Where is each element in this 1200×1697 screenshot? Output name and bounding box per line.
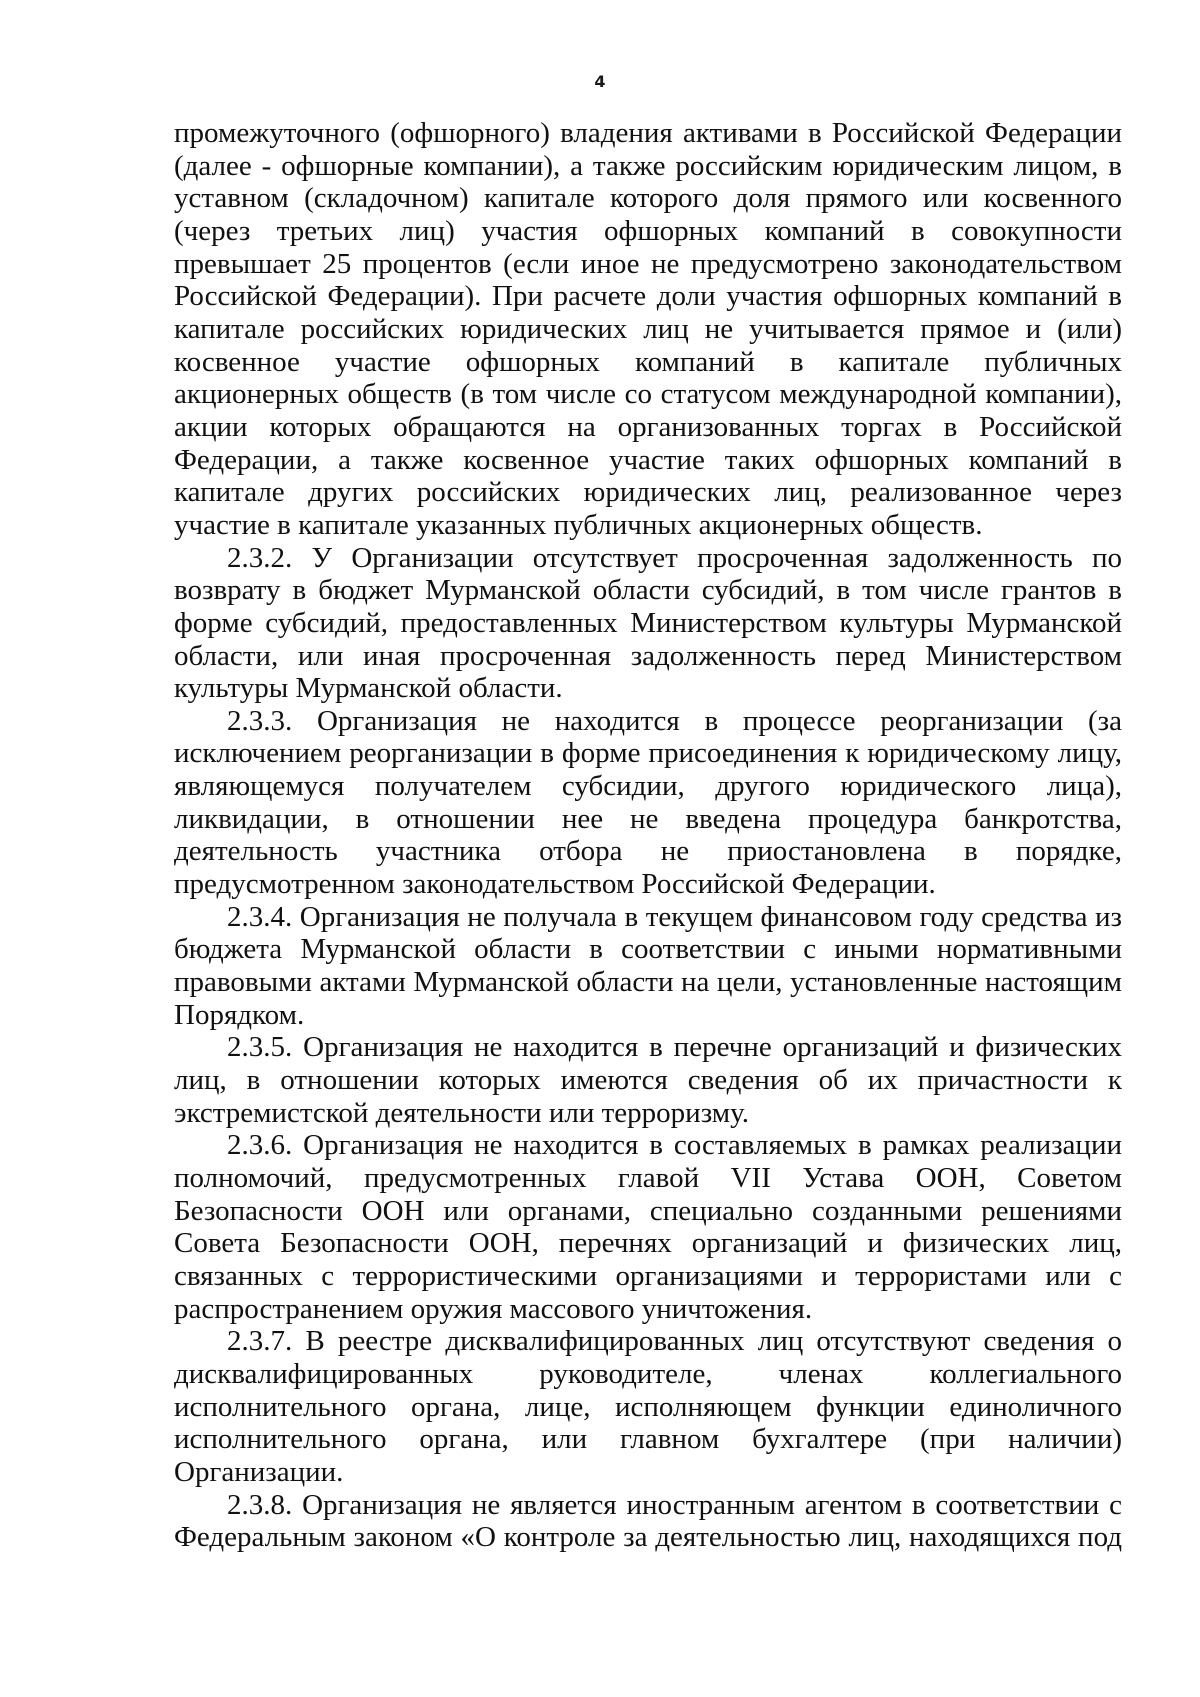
paragraph-2-3-4: 2.3.4. Организация не получала в текущем финансовом году средства из бюджета Мурманской области в соответствии с иными нормативными правовыми актами Мурманской области на цели, установленные настоящим Порядком. xyxy=(174,900,1122,1031)
paragraph-continuation: промежуточного (офшорного) владения активами в Российской Федерации (далее - офшорные компании), а также российским юридическим лицом, в уставном (складочном) капитале которого доля прямого или косвенного (через третьих лиц) участия офшорных компаний в совокупности превышает 25 процентов (если иное не предусмотрено законодательством Российской Федерации). При расчете доли участия офшорных компаний в капитале российских юридических лиц не учитывается прямое и (или) косвенное участие офшорных компаний в капитале публичных акционерных обществ (в том числе со статусом международной компании), акции которых обращаются на организованных торгах в Российской Федерации, а также косвенное участие таких офшорных компаний в капитале других российских юридических лиц, реализованное через участие в капитале указанных публичных акционерных обществ. xyxy=(174,117,1122,541)
paragraph-2-3-5: 2.3.5. Организация не находится в перечне организаций и физических лиц, в отношении которых имеются сведения об их причастности к экстремистской деятельности или терроризму. xyxy=(174,1031,1122,1129)
paragraph-2-3-7: 2.3.7. В реестре дисквалифицированных лиц отсутствуют сведения о дисквалифицированных руководителе, членах коллегиального исполнительного органа, лице, исполняющем функции единоличного исполнительного органа, или главном бухгалтере (при наличии) Организации. xyxy=(174,1325,1122,1488)
paragraph-2-3-2: 2.3.2. У Организации отсутствует просроченная задолженность по возврату в бюджет Мурманской области субсидий, в том числе грантов в форме субсидий, предоставленных Министерством культуры Мурманской области, или иная просроченная задолженность перед Министерством культуры Мурманской области. xyxy=(174,541,1122,705)
paragraph-2-3-8: 2.3.8. Организация не является иностранным агентом в соответствии с Федеральным законом «О контроле за деятельностью лиц, находящихся под xyxy=(174,1488,1122,1554)
page-number: 4 xyxy=(594,72,606,91)
paragraph-2-3-3: 2.3.3. Организация не находится в процессе реорганизации (за исключением реорганизации в форме присоединения к юридическому лицу, являющемуся получателем субсидии, другого юридического лица), ликвидации, в отношении нее не введена процедура банкротства, деятельность участника отбора не приостановлена в порядке, предусмотренном законодательством Российской Федерации. xyxy=(174,704,1122,901)
paragraph-2-3-6: 2.3.6. Организация не находится в составляемых в рамках реализации полномочий, предусмотренных главой VII Устава ООН, Советом Безопасности ООН или органами, специально созданными решениями Совета Безопасности ООН, перечнях организаций и физических лиц, связанных с террористическими организациями и террористами или с распространением оружия массового уничтожения. xyxy=(174,1129,1122,1325)
document-body xyxy=(174,117,1122,1554)
